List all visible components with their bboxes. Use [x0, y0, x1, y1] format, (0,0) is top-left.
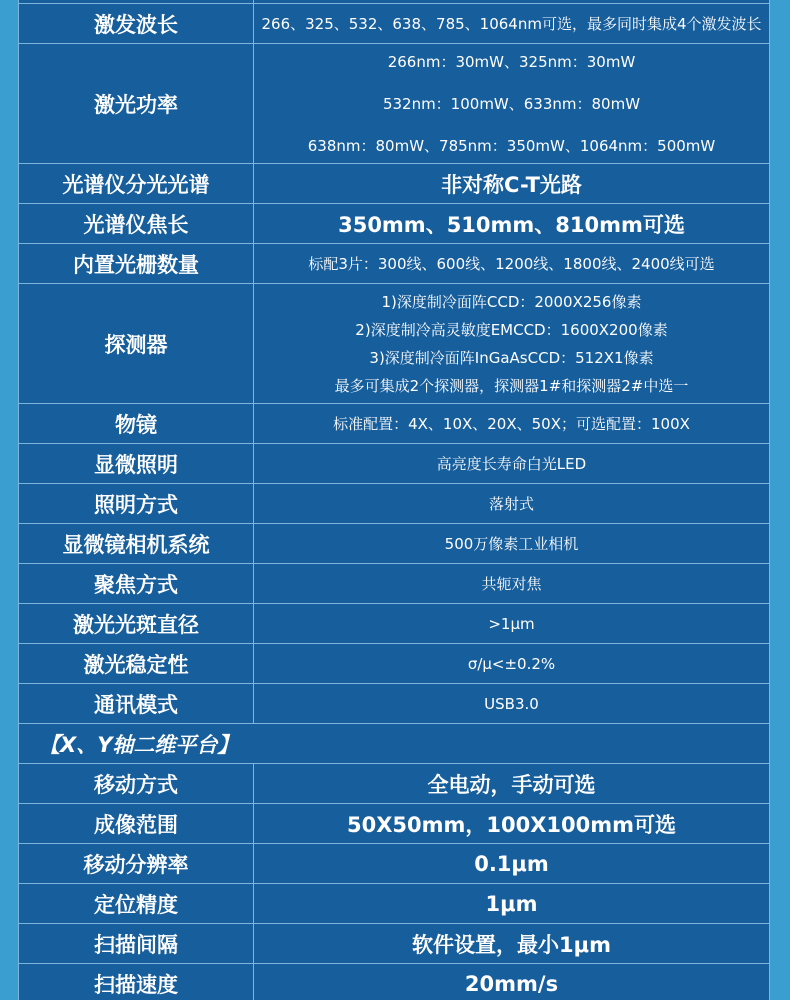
spec-label: 激光稳定性 — [19, 644, 254, 684]
spec-value — [254, 444, 770, 484]
spec-label: 移动分辨率 — [19, 844, 254, 884]
spec-row — [19, 204, 770, 244]
spec-value-line: 落射式 — [488, 495, 534, 513]
spec-row — [19, 644, 770, 684]
spec-value-line: 标准配置：4X、10X、20X、50X；可选配置：100X — [333, 415, 690, 433]
spec-label: 移动方式 — [19, 764, 254, 804]
spec-row — [19, 964, 770, 1000]
spec-label: 扫描速度 — [19, 964, 254, 1000]
spec-label: 激发波长 — [19, 4, 254, 44]
spec-value — [254, 44, 770, 164]
spec-value-line: USB3.0 — [484, 694, 539, 713]
spec-label: 光谱仪分光光谱 — [19, 164, 254, 204]
spec-value — [254, 604, 770, 644]
spec-row — [19, 564, 770, 604]
spec-value-line: 共轭对焦 — [481, 575, 542, 593]
spec-value-line: 350mm、510mm、810mm可选 — [338, 212, 685, 237]
spec-label: 光谱仪焦长 — [19, 204, 254, 244]
spec-value — [254, 4, 770, 44]
spec-value — [254, 244, 770, 284]
spec-label: 扫描间隔 — [19, 924, 254, 964]
spec-row — [19, 924, 770, 964]
spec-value — [254, 644, 770, 684]
spec-label: 激光功率 — [19, 44, 254, 164]
spec-row — [19, 804, 770, 844]
spec-row — [19, 524, 770, 564]
spec-value-line: 0.1μm — [474, 851, 549, 876]
spec-value — [254, 404, 770, 444]
spec-value-line: 非对称C-T光路 — [441, 172, 582, 197]
spec-value — [254, 564, 770, 604]
spec-value-line: 2)深度制冷高灵敏度EMCCD：1600X200像素 — [355, 321, 668, 339]
spec-row — [19, 404, 770, 444]
spec-value — [254, 884, 770, 924]
spec-table — [18, 0, 770, 1000]
spec-label: 定位精度 — [19, 884, 254, 924]
spec-value — [254, 484, 770, 524]
spec-label: 显微照明 — [19, 444, 254, 484]
spec-value-line: σ/μ<±0.2% — [467, 654, 556, 673]
spec-label: 通讯模式 — [19, 684, 254, 724]
spec-row — [19, 764, 770, 804]
spec-row — [19, 484, 770, 524]
spec-row — [19, 684, 770, 724]
spec-value — [254, 524, 770, 564]
spec-value — [254, 284, 770, 404]
spec-row — [19, 164, 770, 204]
spec-value — [254, 804, 770, 844]
spec-row — [19, 844, 770, 884]
spec-label: 内置光栅数量 — [19, 244, 254, 284]
spec-row — [19, 444, 770, 484]
spec-value-line: 532nm：100mW、633nm：80mW — [382, 95, 641, 113]
spec-label: 成像范围 — [19, 804, 254, 844]
spec-value-line: 266nm：30mW、325nm：30mW — [387, 53, 636, 71]
spec-row — [19, 604, 770, 644]
spec-value — [254, 204, 770, 244]
spec-value-line: 标配3片：300线、600线、1200线、1800线、2400线可选 — [308, 255, 715, 273]
spec-value-line: 3)深度制冷面阵InGaAsCCD：512X1像素 — [369, 349, 654, 367]
spec-row — [19, 284, 770, 404]
spec-value — [254, 684, 770, 724]
spec-value-line: 266、325、532、638、785、1064nm可选，最多同时集成4个激发波长 — [261, 15, 762, 33]
spec-panel — [18, 0, 770, 1000]
spec-value-line: 50X50mm，100X100mm可选 — [346, 812, 677, 837]
spec-label: 聚焦方式 — [19, 564, 254, 604]
spec-label: 显微镜相机系统 — [19, 524, 254, 564]
spec-row — [19, 44, 770, 164]
spec-label: 探测器 — [19, 284, 254, 404]
spec-value-line: 最多可集成2个探测器，探测器1#和探测器2#中选一 — [334, 377, 689, 395]
spec-value-line: 1)深度制冷面阵CCD：2000X256像素 — [381, 293, 642, 311]
spec-value-line: 1μm — [485, 891, 538, 916]
spec-value — [254, 764, 770, 804]
spec-label: 激光光斑直径 — [19, 604, 254, 644]
spec-value-line: 20mm/s — [464, 971, 559, 996]
spec-value-line: >1μm — [488, 614, 535, 633]
spec-value-line: 全电动，手动可选 — [427, 772, 596, 797]
spec-value — [254, 924, 770, 964]
spec-label: 照明方式 — [19, 484, 254, 524]
spec-value — [254, 844, 770, 884]
spec-value — [254, 164, 770, 204]
spec-value-line: 软件设置，最小1μm — [412, 932, 611, 957]
spec-value — [254, 964, 770, 1000]
spec-value-line: 高亮度长寿命白光LED — [436, 455, 587, 473]
section-header-row — [19, 724, 770, 764]
spec-row — [19, 4, 770, 44]
spec-value-line: 638nm：80mW、785nm：350mW、1064nm：500mW — [307, 137, 716, 155]
spec-value-line: 500万像素工业相机 — [444, 535, 579, 553]
spec-row — [19, 244, 770, 284]
spec-row — [19, 884, 770, 924]
spec-label: 物镜 — [19, 404, 254, 444]
section-title: 【X、Y轴二维平台】 — [19, 724, 770, 764]
